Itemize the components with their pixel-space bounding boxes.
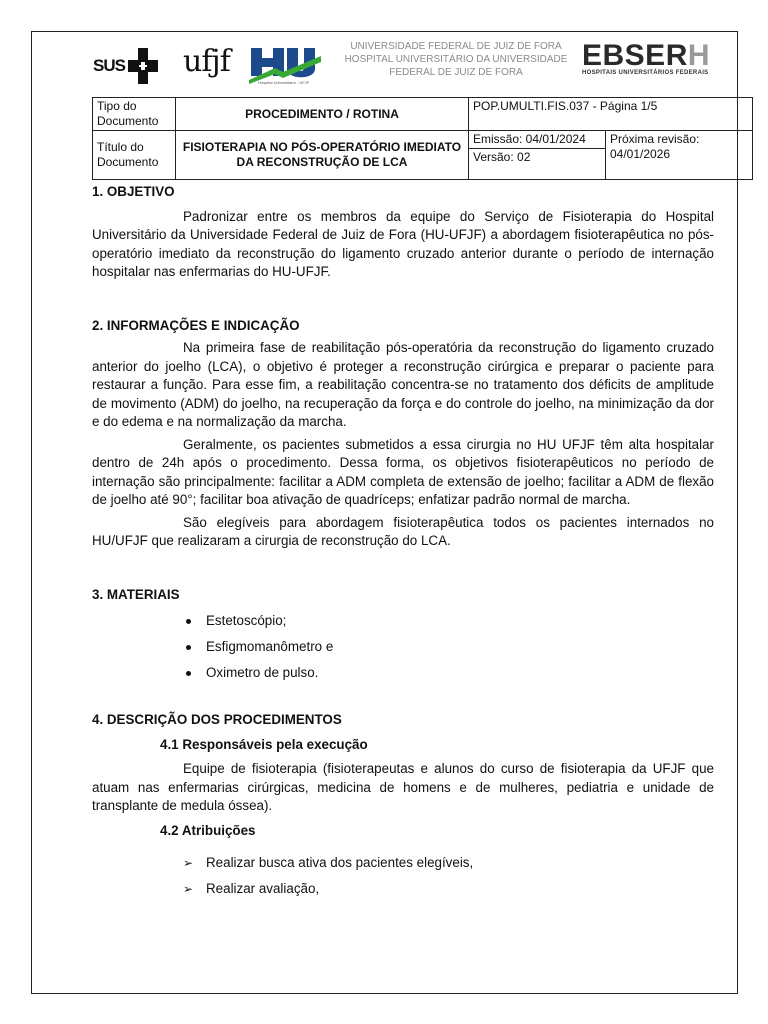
doc-type-value: PROCEDIMENTO / ROTINA xyxy=(176,98,469,131)
arrow-bullet-icon: ➢ xyxy=(183,856,194,870)
proxima-revisao: Próxima revisão: 04/01/2026 xyxy=(606,131,753,180)
bullet-icon xyxy=(186,671,191,676)
section-2-paragraph-3: São elegíveis para abordagem fisioterapêutica todos os pacientes internados no HU/UFJF que realizaram a cirurgia de reconstrução do LCA. xyxy=(92,514,714,548)
section-2-paragraph-2: Geralmente, os pacientes submetidos a essa cirurgia no HU UFJF têm alta hospitalar dentro de 24h após o procedimento. Dessa forma, os objetivos fisioterapêuticos no período de internação são principalmente: facilitar a ADM completa de extensão de joelho; facilitar a ADM de flexão de joelho até 90°; facilitar boa ativação de quadríceps; enfatizar padrão normal de marcha. xyxy=(92,436,714,507)
list-item-text: Oximetro de pulso. xyxy=(206,665,319,680)
ebserh-main: EBSER xyxy=(582,39,688,72)
bullet-icon xyxy=(186,619,191,624)
institution-name xyxy=(336,40,576,79)
arrow-bullet-icon: ➢ xyxy=(183,882,194,896)
sus-logo xyxy=(93,48,158,84)
logo-header xyxy=(0,38,768,93)
list-item-text: Esfigmomanômetro e xyxy=(206,639,334,654)
section-2-paragraph-1: Na primeira fase de reabilitação pós-operatória da reconstrução do ligamento cruzado anterior do joelho (LCA), o objetivo é proteger a reconstrução cirúrgica e preparar o paciente para restaurar a função. Para esse fim, a reabilitação concentra-se no tratamento dos déficits de amplitude de movimento (ADM) do joelho, na recuperação da força e do controle do joelho, na minimização da dor e do edema e na normalização da marcha. xyxy=(92,340,714,429)
list-item xyxy=(92,660,714,686)
versao: Versão: 02 xyxy=(469,149,606,180)
ebserh-wordmark xyxy=(582,40,710,72)
materials-list xyxy=(92,608,714,686)
list-item-text: Estetoscópio; xyxy=(206,613,287,628)
section-3-title: 3. MATERIAIS xyxy=(92,586,180,602)
section-1-title: 1. OBJETIVO xyxy=(92,184,175,199)
institution-line: UNIVERSIDADE FEDERAL DE JUIZ DE FORA xyxy=(350,41,562,52)
section-4-title: 4. DESCRIÇÃO DOS PROCEDIMENTOS xyxy=(92,712,342,727)
doc-type-label: Tipo do Documento xyxy=(93,98,176,131)
emissao: Emissão: 04/01/2024 xyxy=(469,131,606,149)
institution-line: HOSPITAL UNIVERSITÁRIO DA UNIVERSIDADE xyxy=(344,54,568,65)
pop-code: POP.UMULTI.FIS.037 - Página 1/5 xyxy=(469,98,753,131)
hu-caption: Hospital Universitário - UFJF xyxy=(258,80,310,85)
bullet-icon xyxy=(186,645,191,650)
list-item xyxy=(92,850,714,876)
list-item xyxy=(92,608,714,634)
section-1-paragraph: Padronizar entre os membros da equipe do Serviço de Fisioterapia do Hospital Universitário da Universidade Federal de Juiz de Fora (HU-UFJF) a abordagem fisioterapêutica no pós-operatório imediato da reconstrução do ligamento cruzado anterior durante o período de internação hospitalar nas enfermarias do HU-UFJF. xyxy=(92,208,714,279)
institution-line: FEDERAL DE JUIZ DE FORA xyxy=(389,67,523,78)
list-item xyxy=(92,634,714,660)
attributions-list xyxy=(92,850,714,902)
sus-cross-icon xyxy=(128,48,158,84)
list-item xyxy=(92,876,714,902)
document-body xyxy=(92,183,714,902)
hu-logo-icon xyxy=(249,42,321,84)
ebserh-logo xyxy=(582,40,710,76)
ufjf-logo: ufjf xyxy=(183,44,230,79)
list-item-text: Realizar avaliação, xyxy=(206,881,320,896)
sus-logo-text: SUS xyxy=(93,56,125,75)
list-item-text: Realizar busca ativa dos pacientes elegíveis, xyxy=(206,855,474,870)
doc-title-label: Título do Documento xyxy=(93,131,176,180)
section-4-1-title: 4.1 Responsáveis pela execução xyxy=(160,736,368,752)
ebserh-h: H xyxy=(687,39,711,72)
doc-title-value: FISIOTERAPIA NO PÓS-OPERATÓRIO IMEDIATO DA RECONSTRUÇÃO DE LCA xyxy=(176,131,469,180)
document-header-table xyxy=(92,97,753,180)
ebserh-subtitle: HOSPITAIS UNIVERSITÁRIOS FEDERAIS xyxy=(582,70,709,76)
section-4-2-title: 4.2 Atribuições xyxy=(160,822,256,838)
section-4-1-paragraph: Equipe de fisioterapia (fisioterapeutas e alunos do curso de fisioterapia da UFJF que atuam nas enfermarias cirúrgicas, medicina de homens e de mulheres, pediatria e unidade de transplante de medula óssea). xyxy=(92,761,714,813)
section-2-title: 2. INFORMAÇÕES E INDICAÇÃO xyxy=(92,317,300,333)
